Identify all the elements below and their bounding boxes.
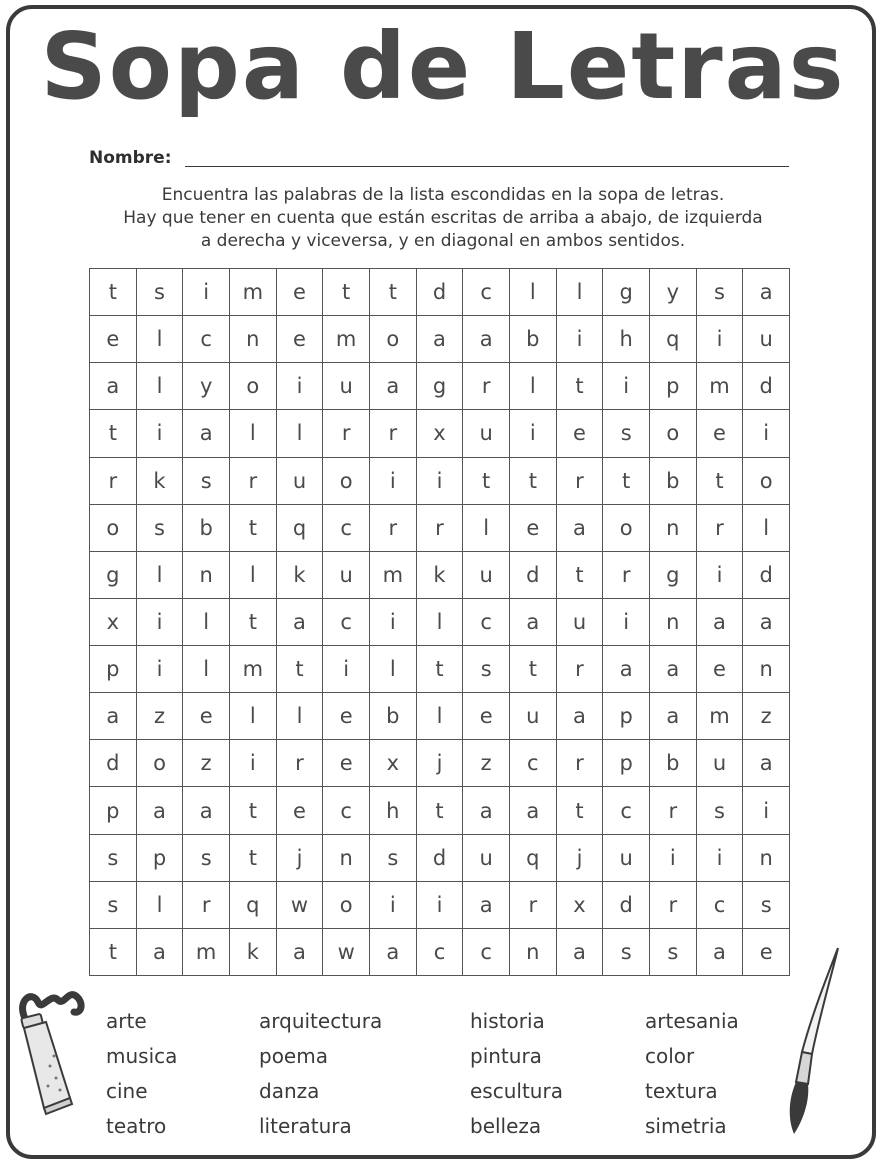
grid-cell[interactable]: l [743,505,790,552]
grid-cell[interactable]: a [743,599,790,646]
grid-cell[interactable]: z [137,693,184,740]
grid-cell[interactable]: e [90,316,137,363]
grid-cell[interactable]: k [230,929,277,976]
word-column [645,1004,739,1144]
grid-cell[interactable]: u [603,835,650,882]
grid-cell[interactable]: b [183,505,230,552]
grid-cell[interactable]: a [90,693,137,740]
grid-cell[interactable]: o [230,363,277,410]
grid-cell[interactable]: e [743,929,790,976]
grid-cell[interactable]: d [417,269,464,316]
word-list [0,1004,886,1144]
grid-cell[interactable]: n [510,929,557,976]
grid-cell[interactable]: e [510,505,557,552]
grid-cell[interactable]: c [323,505,370,552]
grid-cell[interactable]: a [463,882,510,929]
grid-cell[interactable]: a [137,929,184,976]
grid-cell[interactable]: s [183,458,230,505]
grid-cell[interactable]: i [510,410,557,457]
grid-cell[interactable]: l [277,693,324,740]
word-item: danza [259,1079,320,1103]
grid-cell[interactable]: c [603,787,650,834]
word-item: historia [470,1009,545,1033]
grid-cell[interactable]: a [370,929,417,976]
grid-cell[interactable]: t [557,787,604,834]
grid-cell[interactable]: t [230,599,277,646]
grid-cell[interactable]: r [603,552,650,599]
grid-cell[interactable]: l [230,410,277,457]
grid-cell[interactable]: n [650,505,697,552]
grid-cell[interactable]: i [370,882,417,929]
grid-cell[interactable]: l [557,269,604,316]
grid-cell[interactable]: b [510,316,557,363]
grid-cell[interactable]: z [743,693,790,740]
grid-cell[interactable]: a [603,646,650,693]
grid-cell[interactable]: r [417,505,464,552]
instructions-line: Encuentra las palabras de la lista escondidas en la sopa de letras. [161,185,725,205]
grid-cell[interactable]: r [557,646,604,693]
grid-cell[interactable]: a [277,929,324,976]
grid-cell[interactable]: m [697,363,744,410]
grid-cell[interactable]: i [417,458,464,505]
grid-cell[interactable]: x [557,882,604,929]
word-item: artesania [645,1009,739,1033]
grid-cell[interactable]: y [183,363,230,410]
grid-cell[interactable]: n [743,646,790,693]
grid-cell[interactable]: e [557,410,604,457]
grid-cell[interactable]: t [557,552,604,599]
grid-cell[interactable]: b [650,740,697,787]
word-item: belleza [470,1114,542,1138]
grid-cell[interactable]: t [417,787,464,834]
grid-cell[interactable]: o [323,882,370,929]
grid-cell[interactable]: l [137,552,184,599]
grid-cell[interactable]: l [277,410,324,457]
grid-cell[interactable]: s [137,269,184,316]
grid-cell[interactable]: c [463,269,510,316]
grid-cell[interactable]: z [183,740,230,787]
grid-cell[interactable]: g [650,552,697,599]
grid-cell[interactable]: p [137,835,184,882]
grid-cell[interactable]: q [230,882,277,929]
grid-cell[interactable]: o [370,316,417,363]
grid-cell[interactable]: a [463,787,510,834]
grid-cell[interactable]: p [650,363,697,410]
grid-cell[interactable]: r [557,740,604,787]
grid-cell[interactable]: r [557,458,604,505]
grid-cell[interactable]: l [463,505,510,552]
word-item: arquitectura [259,1009,383,1033]
grid-cell[interactable]: a [743,269,790,316]
grid-cell[interactable]: i [603,599,650,646]
grid-cell[interactable]: l [230,552,277,599]
grid-cell[interactable]: w [323,929,370,976]
grid-cell[interactable]: p [603,740,650,787]
grid-cell[interactable]: i [743,410,790,457]
grid-cell[interactable]: s [697,787,744,834]
grid-cell[interactable]: a [557,693,604,740]
grid-cell[interactable]: i [743,787,790,834]
word-item: escultura [470,1079,563,1103]
grid-cell[interactable]: z [463,740,510,787]
grid-cell[interactable]: g [603,269,650,316]
grid-cell[interactable]: h [603,316,650,363]
word-item: color [645,1044,695,1068]
grid-cell[interactable]: b [650,458,697,505]
grid-cell[interactable]: i [277,363,324,410]
grid-cell[interactable]: e [277,269,324,316]
grid-cell[interactable]: a [510,599,557,646]
word-item: cine [106,1079,148,1103]
grid-cell[interactable]: e [277,787,324,834]
grid-cell[interactable]: c [417,929,464,976]
grid-cell[interactable]: p [603,693,650,740]
grid-cell[interactable]: t [557,363,604,410]
name-row [89,148,791,172]
grid-cell[interactable]: t [230,505,277,552]
grid-cell[interactable]: m [697,693,744,740]
grid-cell[interactable]: a [557,929,604,976]
grid-cell[interactable]: t [463,458,510,505]
grid-cell[interactable]: p [90,646,137,693]
grid-cell[interactable]: i [697,835,744,882]
grid-cell[interactable]: i [603,363,650,410]
grid-cell[interactable]: l [370,646,417,693]
grid-cell[interactable]: x [90,599,137,646]
grid-cell[interactable]: s [697,269,744,316]
grid-cell[interactable]: k [417,552,464,599]
word-item: textura [645,1079,718,1103]
grid-cell[interactable]: t [323,269,370,316]
grid-cell[interactable]: r [650,882,697,929]
grid-cell[interactable]: r [463,363,510,410]
grid-cell[interactable]: t [277,646,324,693]
grid-cell[interactable]: s [370,835,417,882]
grid-cell[interactable]: p [90,787,137,834]
grid-cell[interactable]: r [277,740,324,787]
grid-cell[interactable]: u [463,552,510,599]
grid-cell[interactable]: y [650,269,697,316]
instructions [60,184,826,253]
grid-cell[interactable]: s [603,929,650,976]
grid-cell[interactable]: q [510,835,557,882]
word-item: pintura [470,1044,542,1068]
grid-cell[interactable]: t [510,646,557,693]
grid-cell[interactable]: a [557,505,604,552]
grid-cell[interactable]: c [463,929,510,976]
grid-cell[interactable]: u [277,458,324,505]
grid-cell[interactable]: m [230,269,277,316]
grid-cell[interactable]: e [323,740,370,787]
word-column [470,1004,563,1144]
grid-cell[interactable]: d [743,552,790,599]
word-item: poema [259,1044,328,1068]
grid-cell[interactable]: u [697,740,744,787]
grid-cell[interactable]: d [90,740,137,787]
grid-cell[interactable]: l [183,646,230,693]
grid-cell[interactable]: o [743,458,790,505]
grid-cell[interactable]: t [90,410,137,457]
grid-cell[interactable]: l [510,269,557,316]
grid-cell[interactable]: n [743,835,790,882]
grid-cell[interactable]: i [137,646,184,693]
grid-cell[interactable]: q [277,505,324,552]
grid-cell[interactable]: n [183,552,230,599]
grid-cell[interactable]: l [183,599,230,646]
word-item: simetria [645,1114,727,1138]
grid-cell[interactable]: i [697,316,744,363]
grid-cell[interactable]: d [417,835,464,882]
grid-cell[interactable]: u [743,316,790,363]
grid-cell[interactable]: d [603,882,650,929]
grid-cell[interactable]: i [323,646,370,693]
grid-cell[interactable]: a [697,929,744,976]
grid-cell[interactable]: k [277,552,324,599]
grid-cell[interactable]: e [463,693,510,740]
grid-cell[interactable]: a [90,363,137,410]
grid-cell[interactable]: w [277,882,324,929]
grid-cell[interactable]: n [230,316,277,363]
instructions-line: Hay que tener en cuenta que están escritas de arriba a abajo, de izquierda [123,208,763,228]
grid-cell[interactable]: r [370,505,417,552]
grid-cell[interactable]: m [183,929,230,976]
word-item: teatro [106,1114,167,1138]
grid-cell[interactable]: x [370,740,417,787]
grid-cell[interactable]: l [510,363,557,410]
grid-cell[interactable]: c [463,599,510,646]
grid-cell[interactable]: a [510,787,557,834]
grid-cell[interactable]: j [277,835,324,882]
grid-cell[interactable]: o [137,740,184,787]
grid-cell[interactable]: j [557,835,604,882]
grid-cell[interactable]: a [697,599,744,646]
word-column [106,1004,177,1144]
grid-cell[interactable]: c [323,787,370,834]
grid-cell[interactable]: s [743,882,790,929]
grid-cell[interactable]: i [417,882,464,929]
grid-cell[interactable]: a [463,316,510,363]
grid-cell[interactable]: a [743,740,790,787]
grid-cell[interactable]: s [137,505,184,552]
word-item: arte [106,1009,147,1033]
grid-cell[interactable]: t [603,458,650,505]
grid-cell[interactable]: a [137,787,184,834]
grid-cell[interactable]: i [370,599,417,646]
grid-cell[interactable]: a [183,787,230,834]
grid-cell[interactable]: o [90,505,137,552]
grid-cell[interactable]: i [650,835,697,882]
grid-cell[interactable]: r [183,882,230,929]
grid-cell[interactable]: a [417,316,464,363]
letter-grid [89,268,790,976]
grid-cell[interactable]: r [510,882,557,929]
grid-cell[interactable]: g [417,363,464,410]
name-label: Nombre: [89,148,172,168]
grid-cell[interactable]: m [323,316,370,363]
grid-cell[interactable]: l [230,693,277,740]
grid-cell[interactable]: c [510,740,557,787]
grid-cell[interactable]: r [90,458,137,505]
grid-cell[interactable]: r [230,458,277,505]
grid-cell[interactable]: r [650,787,697,834]
grid-cell[interactable]: g [90,552,137,599]
grid-cell[interactable]: o [650,410,697,457]
grid-cell[interactable]: a [650,693,697,740]
grid-cell[interactable]: l [137,882,184,929]
grid-cell[interactable]: e [277,316,324,363]
page-title: Sopa de Letras [40,13,846,120]
grid-cell[interactable]: e [697,410,744,457]
grid-cell[interactable]: c [323,599,370,646]
grid-cell[interactable]: i [137,410,184,457]
grid-cell[interactable]: t [370,269,417,316]
grid-cell[interactable]: n [650,599,697,646]
grid-cell[interactable]: u [510,693,557,740]
grid-cell[interactable]: t [230,835,277,882]
grid-cell[interactable]: e [323,693,370,740]
grid-cell[interactable]: r [370,410,417,457]
word-item: musica [106,1044,178,1068]
grid-cell[interactable]: s [183,835,230,882]
grid-cell[interactable]: u [557,599,604,646]
grid-cell[interactable]: d [510,552,557,599]
grid-cell[interactable]: c [697,882,744,929]
grid-cell[interactable]: t [417,646,464,693]
instructions-line: a derecha y viceversa, y en diagonal en ambos sentidos. [200,231,686,251]
grid-cell[interactable]: r [323,410,370,457]
grid-cell[interactable]: i [370,458,417,505]
grid-cell[interactable]: e [697,646,744,693]
grid-cell[interactable]: u [323,363,370,410]
grid-cell[interactable]: t [510,458,557,505]
grid-cell[interactable]: l [137,316,184,363]
grid-cell[interactable]: t [230,787,277,834]
grid-cell[interactable]: e [183,693,230,740]
grid-cell[interactable]: a [277,599,324,646]
grid-cell[interactable]: l [417,599,464,646]
grid-cell[interactable]: s [90,882,137,929]
name-field[interactable] [185,166,789,167]
grid-cell[interactable]: x [417,410,464,457]
grid-cell[interactable]: j [417,740,464,787]
grid-cell[interactable]: t [90,929,137,976]
grid-cell[interactable]: i [557,316,604,363]
grid-cell[interactable]: k [137,458,184,505]
grid-cell[interactable]: s [463,646,510,693]
grid-cell[interactable]: r [697,505,744,552]
grid-cell[interactable]: i [697,552,744,599]
grid-cell[interactable]: i [183,269,230,316]
grid-cell[interactable]: n [323,835,370,882]
word-item: literatura [259,1114,352,1138]
word-column [259,1004,382,1144]
grid-cell[interactable]: u [323,552,370,599]
grid-cell[interactable]: t [697,458,744,505]
grid-cell[interactable]: u [463,835,510,882]
grid-cell[interactable]: a [183,410,230,457]
grid-cell[interactable]: t [90,269,137,316]
grid-cell[interactable]: i [137,599,184,646]
grid-cell[interactable]: o [603,505,650,552]
grid-cell[interactable]: m [370,552,417,599]
grid-cell[interactable]: u [463,410,510,457]
grid-cell[interactable]: o [323,458,370,505]
grid-cell[interactable]: d [743,363,790,410]
grid-cell[interactable]: s [90,835,137,882]
grid-cell[interactable]: s [603,410,650,457]
grid-cell[interactable]: s [650,929,697,976]
grid-cell[interactable]: h [370,787,417,834]
grid-cell[interactable]: m [230,646,277,693]
grid-cell[interactable]: l [137,363,184,410]
grid-cell[interactable]: l [417,693,464,740]
grid-cell[interactable]: b [370,693,417,740]
grid-cell[interactable]: i [230,740,277,787]
grid-cell[interactable]: q [650,316,697,363]
grid-cell[interactable]: a [370,363,417,410]
grid-cell[interactable]: a [650,646,697,693]
grid-cell[interactable]: c [183,316,230,363]
